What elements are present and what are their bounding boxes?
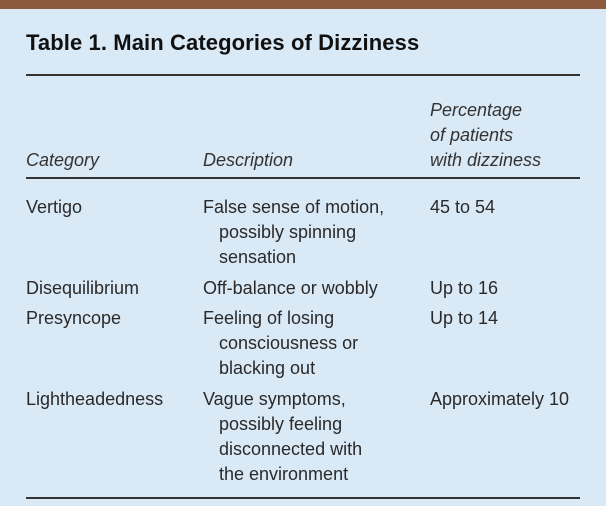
row-description: [203, 306, 423, 381]
header-description: Description: [203, 150, 294, 170]
description-line: disconnected with: [219, 439, 363, 459]
row-category: Disequilibrium: [26, 278, 140, 298]
header-divider: [26, 177, 580, 179]
row-category: Presyncope: [26, 308, 122, 328]
description-line: possibly feeling: [219, 414, 343, 434]
description-line: blacking out: [219, 358, 316, 378]
description-line: possibly spinning: [219, 222, 357, 242]
description-line: Feeling of losing: [203, 308, 335, 328]
row-description: [203, 387, 423, 487]
description-line: False sense of motion,: [203, 197, 385, 217]
row-percentage: Up to 16: [430, 278, 499, 298]
header-percentage-line: of patients: [430, 125, 514, 145]
table-title: Table 1. Main Categories of Dizziness: [26, 30, 420, 55]
row-category: Vertigo: [26, 197, 83, 217]
description-line: Off-balance or wobbly: [203, 278, 378, 298]
row-description: [203, 195, 423, 270]
header-percentage-line: Percentage: [430, 100, 523, 120]
top-accent-bar: [0, 0, 606, 9]
description-line: Vague symptoms,: [203, 389, 346, 409]
header-percentage-line: with dizziness: [430, 150, 542, 170]
bottom-divider: [26, 497, 580, 499]
header-percentage: [430, 98, 541, 173]
description-line: consciousness or: [219, 333, 359, 353]
row-percentage: Up to 14: [430, 308, 499, 328]
row-description: [203, 276, 423, 301]
description-line: the environment: [219, 464, 349, 484]
title-divider: [26, 74, 580, 76]
row-percentage: 45 to 54: [430, 197, 496, 217]
row-percentage: Approximately 10: [430, 389, 570, 409]
description-line: sensation: [219, 247, 297, 267]
header-category: Category: [26, 150, 100, 170]
row-category: Lightheadedness: [26, 389, 164, 409]
